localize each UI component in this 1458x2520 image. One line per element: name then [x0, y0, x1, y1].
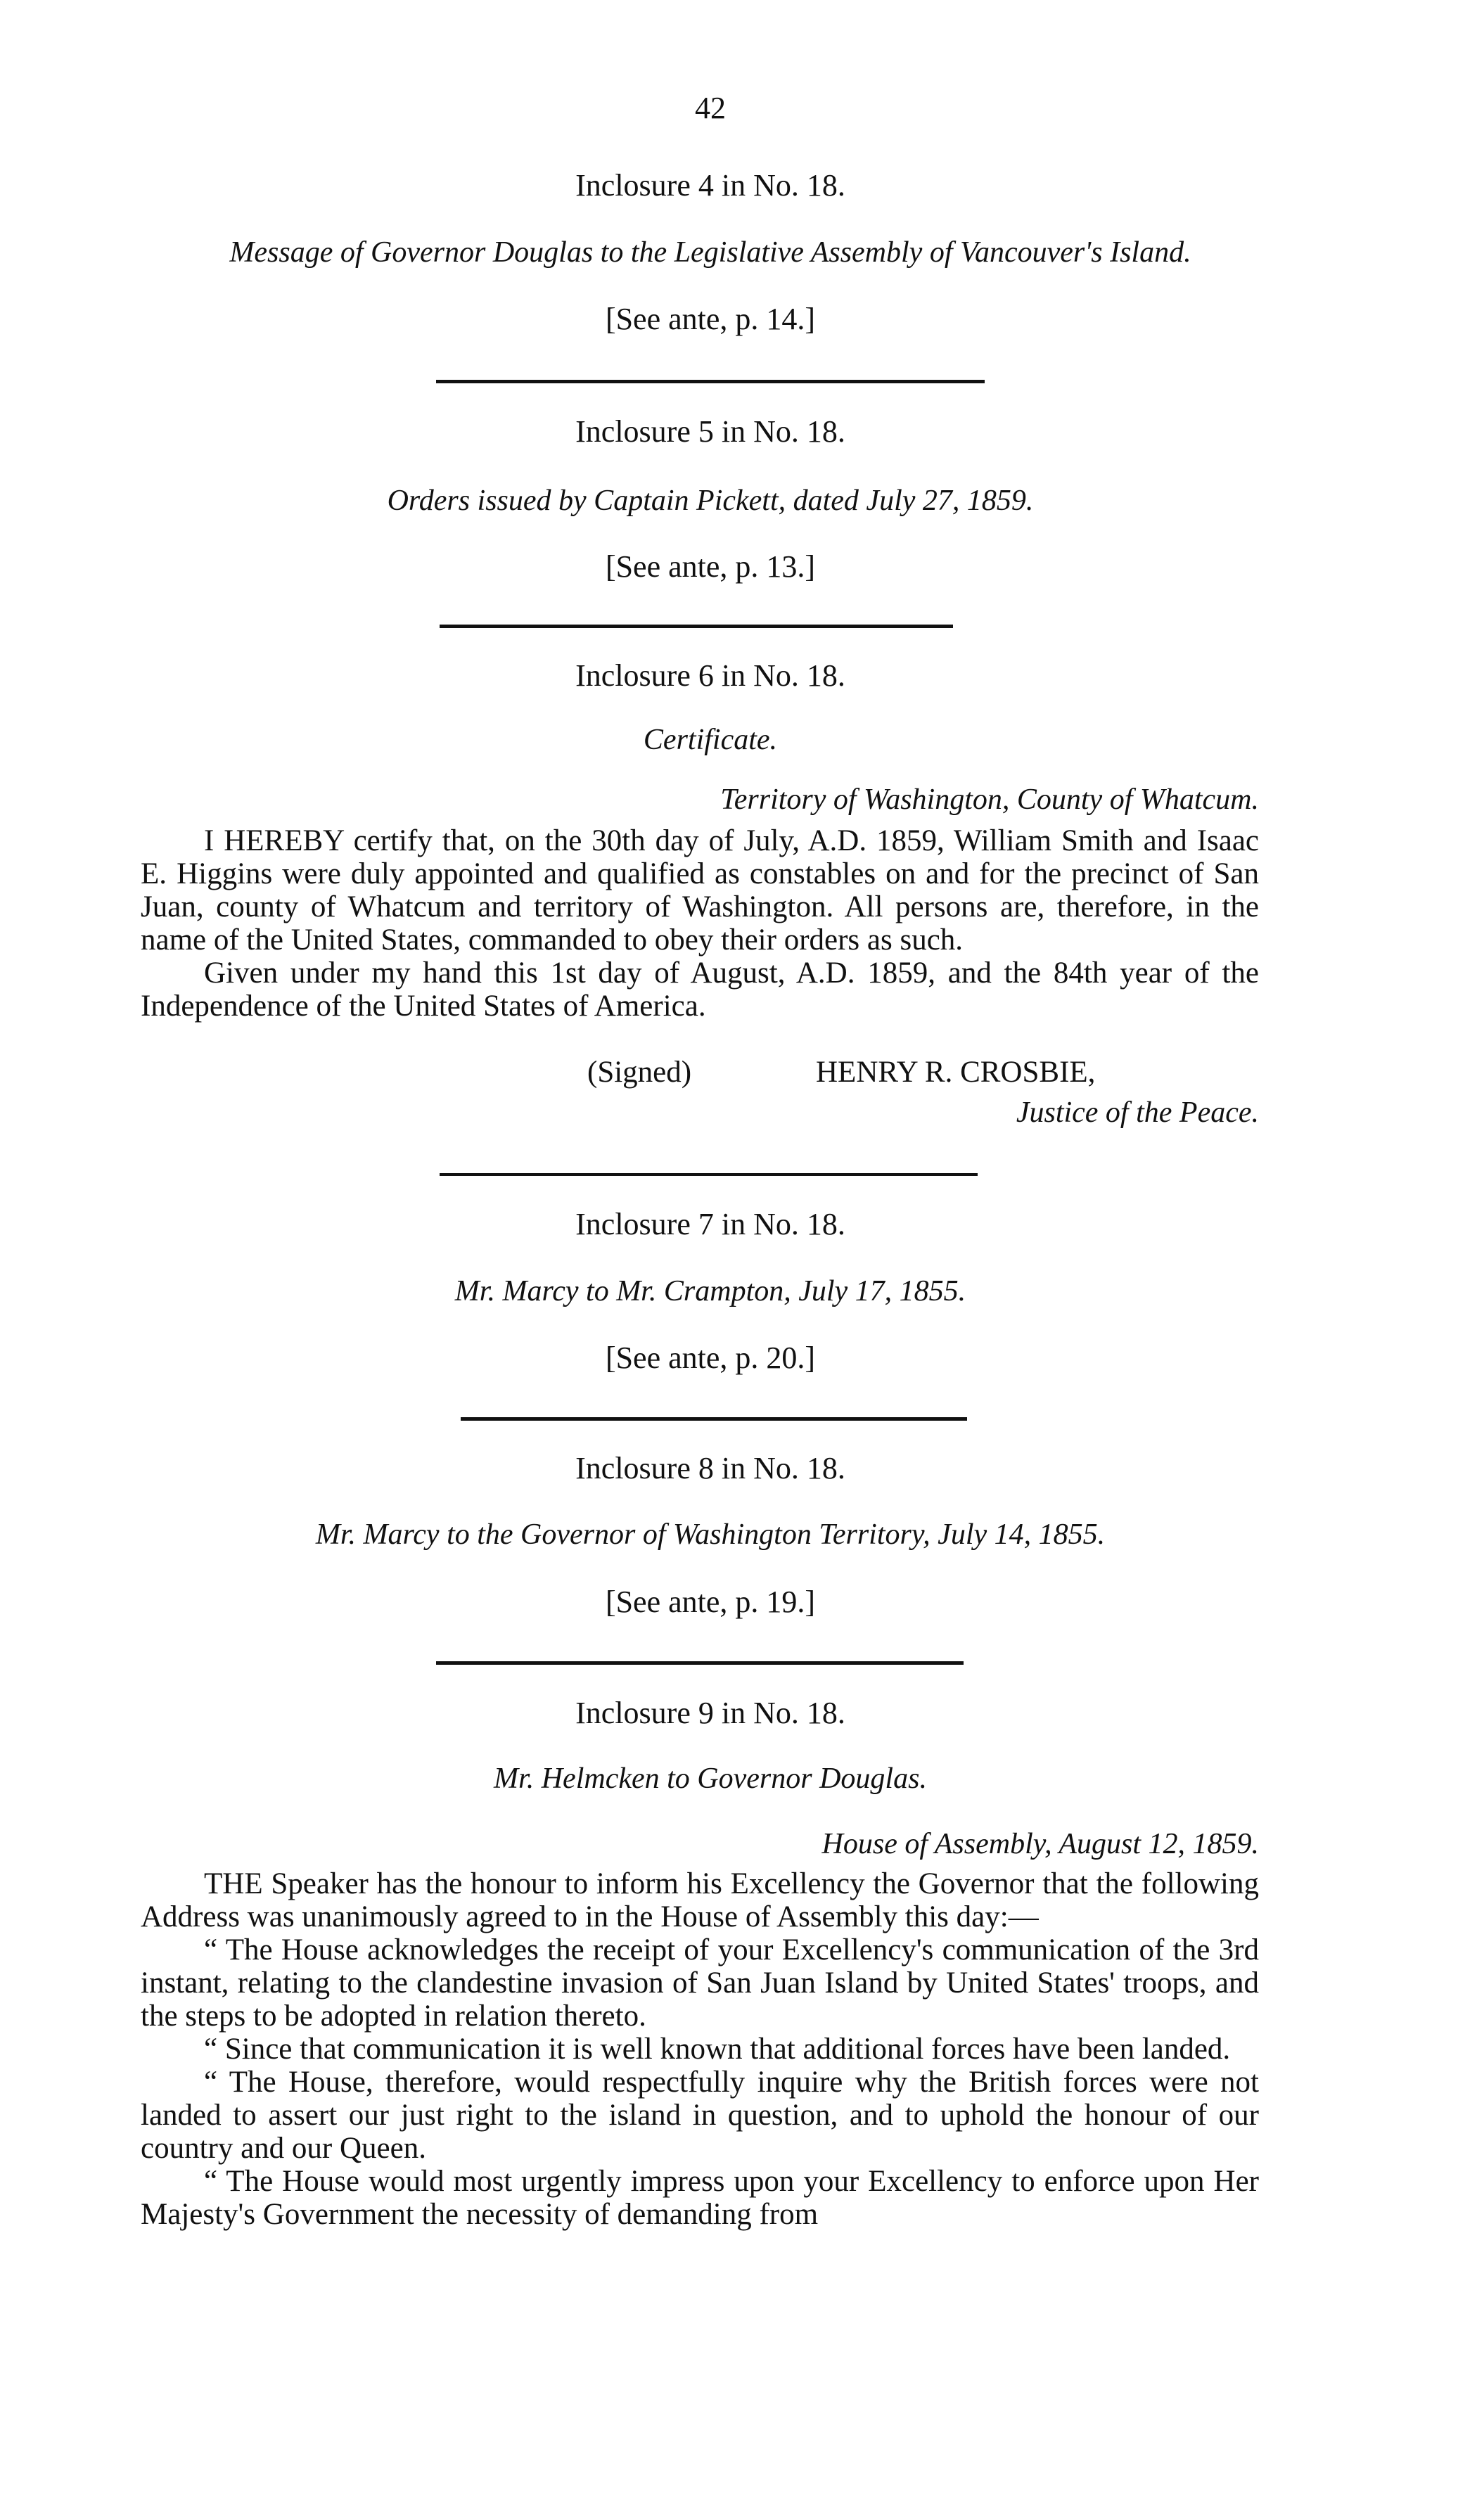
signed-name: HENRY R. CROSBIE, — [816, 1056, 1096, 1089]
inclosure-9-place: House of Assembly, August 12, 1859. — [821, 1828, 1259, 1860]
address-paragraph-4: “ The House, therefore, would respectfully inquire why the British forces were not landed to assert our just right to the island in question, and to uphold the honour of our country and our Queen. — [141, 2066, 1259, 2165]
inclosure-5-subtitle: Orders issued by Captain Pickett, dated July 27, 1859. — [387, 485, 1034, 517]
certificate-paragraph-1: certify that, on the 30th day of July, A.D. 1859, William Smith and Isaac E. Higgins were duly appointed and qualified as constables on and for the precinct of San Juan, county of Whatcum and territory of Washington. All persons are, therefore, in the name of the United States, commanded to obey their orders as such. — [141, 824, 1259, 957]
inclosure-6-subtitle: Certificate. — [643, 724, 778, 756]
inclosure-7-subtitle: Mr. Marcy to Mr. Crampton, July 17, 1855. — [454, 1275, 966, 1307]
address-body — [141, 1867, 1259, 2231]
inclosure-8-heading: Inclosure 8 in No. 18. — [575, 1451, 845, 1485]
address-paragraph-5: “ The House would most urgently impress upon your Excellency to enforce upon Her Majesty's Government the necessity of demanding from — [141, 2165, 1259, 2231]
signed-label: (Signed) — [587, 1056, 692, 1089]
page-number: 42 — [695, 91, 726, 125]
inclosure-8-reference: [See ante, p. 19.] — [605, 1585, 816, 1619]
address-paragraph-1: Speaker has the honour to inform his Excellency the Governor that the following Address was unanimously agreed to in the House of Assembly this day:— — [141, 1867, 1259, 1933]
inclosure-5-heading: Inclosure 5 in No. 18. — [575, 414, 845, 449]
inclosure-4-reference: [See ante, p. 14.] — [605, 302, 816, 336]
certificate-lead: I HEREBY — [204, 824, 344, 857]
divider — [436, 380, 985, 383]
divider — [436, 1661, 964, 1665]
signed-title: Justice of the Peace. — [1016, 1096, 1259, 1129]
inclosure-6-place: Territory of Washington, County of Whatcum. — [720, 783, 1259, 816]
address-paragraph-2: “ The House acknowledges the receipt of your Excellency's communication of the 3rd instant, relating to the clandestine invasion of San Juan Island by United States' troops, and the steps to be adopted in relation thereto. — [141, 1933, 1259, 2033]
inclosure-5-reference: [See ante, p. 13.] — [605, 549, 816, 584]
address-paragraph-3: “ Since that communication it is well known that additional forces have been landed. — [204, 2033, 1231, 2066]
divider — [461, 1417, 967, 1421]
inclosure-9-subtitle: Mr. Helmcken to Governor Douglas. — [494, 1763, 927, 1795]
certificate-paragraph-2: Given under my hand this 1st day of August, A.D. 1859, and the 84th year of the Independence of the United States of America. — [141, 957, 1259, 1023]
inclosure-9-heading: Inclosure 9 in No. 18. — [575, 1696, 845, 1730]
certificate-body — [141, 824, 1259, 1023]
inclosure-7-reference: [See ante, p. 20.] — [605, 1341, 816, 1375]
inclosure-6-heading: Inclosure 6 in No. 18. — [575, 658, 845, 693]
address-lead: THE — [204, 1867, 263, 1900]
divider — [440, 1173, 978, 1176]
inclosure-4-subtitle: Message of Governor Douglas to the Legislative Assembly of Vancouver's Island. — [229, 236, 1191, 269]
inclosure-4-heading: Inclosure 4 in No. 18. — [575, 168, 845, 203]
inclosure-8-subtitle: Mr. Marcy to the Governor of Washington Territory, July 14, 1855. — [315, 1518, 1106, 1551]
inclosure-7-heading: Inclosure 7 in No. 18. — [575, 1207, 845, 1241]
divider — [440, 625, 953, 628]
